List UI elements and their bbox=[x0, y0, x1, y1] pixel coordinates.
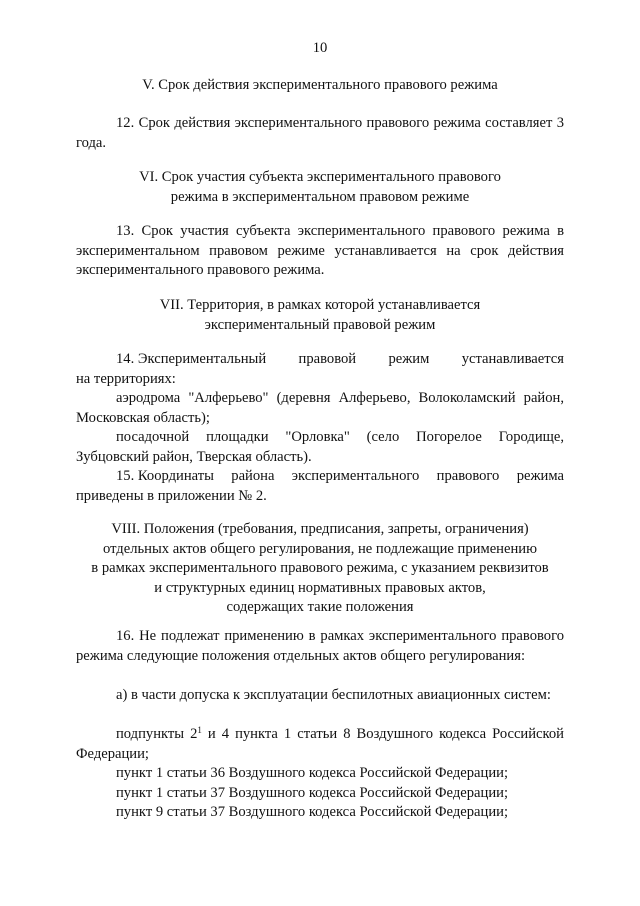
section-8-heading-line-2: отдельных актов общего регулирования, не подлежащие применению bbox=[103, 540, 537, 557]
section-6-heading bbox=[76, 168, 564, 207]
paragraph-15-word-5: режима bbox=[516, 468, 564, 484]
paragraph-14-word-3: режим bbox=[388, 351, 430, 367]
paragraph-14-word-4: устанавливается bbox=[461, 351, 564, 367]
superscript-1: 1 bbox=[197, 725, 202, 735]
list-item-article-36: пункт 1 статьи 36 Воздушного кодекса Российской Федерации; bbox=[116, 765, 508, 781]
paragraph-16: 16. Не подлежат применению в рамках экспериментального правового режима следующие положения отдельных актов общего регулирования: bbox=[76, 628, 564, 664]
paragraph-14-word-1: 14. Экспериментальный bbox=[116, 351, 267, 367]
paragraph-15-second-line: приведены в приложении № 2. bbox=[76, 487, 267, 504]
list-item-article-37-p1: пункт 1 статьи 37 Воздушного кодекса Российской Федерации; bbox=[116, 784, 508, 801]
paragraph-14 bbox=[76, 350, 564, 467]
section-6-heading-line-2: режима в экспериментальном правовом режиме bbox=[170, 188, 470, 205]
paragraph-14-word-2: правовой bbox=[298, 351, 357, 367]
list-item-article-8-before: подпункты 2 bbox=[116, 726, 198, 742]
paragraph-15-first-line bbox=[76, 467, 564, 487]
paragraph-15-word-4: правового bbox=[436, 468, 500, 484]
paragraph-15-word-1: 15. Координаты bbox=[116, 468, 214, 484]
section-8-heading-line-4: и структурных единиц нормативных правовых актов, bbox=[154, 579, 486, 596]
paragraph-15-word-3: экспериментального bbox=[291, 468, 420, 484]
paragraph-14-first-line bbox=[76, 350, 564, 370]
section-8-heading bbox=[76, 520, 564, 618]
paragraph-15 bbox=[76, 467, 564, 506]
paragraph-13: 13. Срок участия субъекта экспериментального правового режима в экспериментальном правовом режиме устанавливается на срок действия экспериментального правового режима. bbox=[76, 223, 564, 278]
territory-item-alferyevo: аэродрома "Алферьево" (деревня Алферьево, Волоколамский район, Московская область); bbox=[76, 390, 564, 426]
territory-item-orlovka: посадочной площадки "Орловка" (село Погорелое Городище, Зубцовский район, Тверская область). bbox=[76, 429, 564, 465]
paragraph-14-second-line: на территориях: bbox=[76, 370, 176, 387]
section-8-heading-line-5: содержащих такие положения bbox=[226, 599, 414, 615]
paragraph-15-word-2: района bbox=[231, 468, 275, 484]
section-7-heading-line-2: экспериментальный правовой режим bbox=[204, 316, 436, 333]
section-6-heading-line-1: VI. Срок участия субъекта экспериментального правового bbox=[139, 169, 501, 185]
list-item-article-8-after: и 4 пункта 1 статьи 8 Воздушного кодекса Российской Федерации; bbox=[76, 726, 564, 762]
paragraph-16-a-list bbox=[76, 725, 564, 823]
list-item-article-8 bbox=[76, 725, 564, 764]
section-7-heading-line-1: VII. Территория, в рамках которой устанавливается bbox=[159, 297, 481, 313]
list-item-article-37-p9: пункт 9 статьи 37 Воздушного кодекса Российской Федерации; bbox=[116, 804, 508, 820]
section-8-heading-line-3: в рамках экспериментального правового режима, с указанием реквизитов bbox=[91, 560, 549, 576]
page-number: 10 bbox=[312, 40, 328, 56]
paragraph-12: 12. Срок действия экспериментального правового режима составляет 3 года. bbox=[76, 115, 564, 151]
section-7-heading bbox=[76, 296, 564, 335]
section-8-heading-line-1: VIII. Положения (требования, предписания, запреты, ограничения) bbox=[111, 521, 529, 537]
paragraph-16-a: а) в части допуска к эксплуатации беспилотных авиационных систем: bbox=[116, 687, 551, 703]
section-5-heading: V. Срок действия экспериментального правового режима bbox=[142, 77, 498, 93]
